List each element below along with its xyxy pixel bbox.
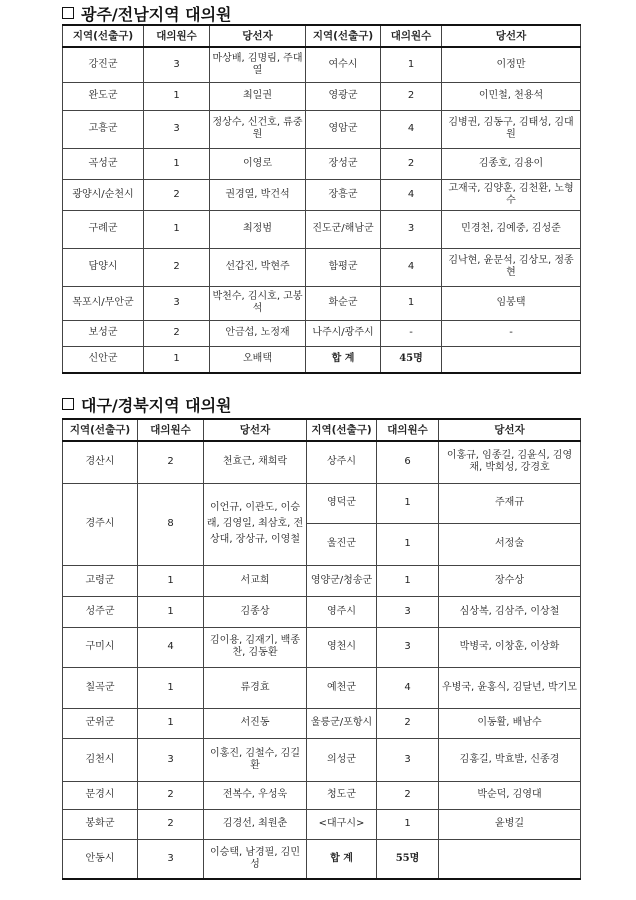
elected-cell: 이홍진, 김철수, 김길환 [204, 738, 307, 781]
table-row-total [63, 839, 581, 879]
total-label: 합 계 [306, 346, 381, 373]
count-cell: 2 [377, 708, 439, 738]
count-cell: 1 [138, 667, 204, 708]
table-row [63, 82, 581, 110]
section-title-text: 대구/경북지역 대의원 [81, 395, 232, 415]
elected-cell: 서교희 [204, 565, 307, 596]
elected-cell: 천효근, 채희락 [204, 441, 307, 483]
delegates-table-daegu [62, 418, 581, 880]
table-row [63, 627, 581, 667]
table-row [63, 809, 581, 839]
header-elected: 당선자 [439, 419, 581, 441]
count-cell: 3 [138, 839, 204, 879]
delegates-table-gwangju [62, 24, 581, 374]
elected-cell [439, 839, 581, 879]
elected-cell: 박순덕, 김영대 [439, 781, 581, 809]
table-row [63, 441, 581, 483]
elected-cell: 권경열, 박건석 [210, 179, 306, 210]
elected-cell: 김종상 [204, 596, 307, 627]
region-cell: 청도군 [307, 781, 377, 809]
table-row-total [63, 346, 581, 373]
table-row [63, 738, 581, 781]
count-cell: 4 [138, 627, 204, 667]
count-cell: 2 [138, 781, 204, 809]
elected-cell: 심상복, 김삼주, 이상철 [439, 596, 581, 627]
elected-cell: 이민철, 천용석 [442, 82, 581, 110]
region-cell: 영주시 [307, 596, 377, 627]
table-row [63, 179, 581, 210]
header-elected: 당선자 [210, 25, 306, 47]
count-cell: 1 [138, 596, 204, 627]
region-cell: 예천군 [307, 667, 377, 708]
count-cell: 2 [138, 441, 204, 483]
elected-cell: 주재규 [439, 483, 581, 523]
elected-cell: 서진동 [204, 708, 307, 738]
elected-cell: 이동활, 배남수 [439, 708, 581, 738]
region-cell: 영양군/청송군 [307, 565, 377, 596]
region-cell: 완도군 [63, 82, 144, 110]
region-cell: 울진군 [307, 523, 377, 565]
region-cell: 화순군 [306, 286, 381, 320]
count-cell: - [381, 320, 442, 346]
table-row [63, 47, 581, 82]
table-row [63, 708, 581, 738]
region-cell: 영천시 [307, 627, 377, 667]
count-cell: 3 [144, 47, 210, 82]
elected-cell: 고재국, 김양훈, 김천환, 노형수 [442, 179, 581, 210]
elected-cell: 장수상 [439, 565, 581, 596]
count-cell: 3 [138, 738, 204, 781]
region-cell: 군위군 [63, 708, 138, 738]
count-cell: 1 [377, 809, 439, 839]
checkbox-icon [62, 7, 74, 19]
table-row [63, 248, 581, 286]
region-cell: 구미시 [63, 627, 138, 667]
header-region: 지역(선출구) [307, 419, 377, 441]
header-elected: 당선자 [204, 419, 307, 441]
count-cell: 1 [144, 148, 210, 179]
count-cell: 3 [144, 286, 210, 320]
elected-cell: 김종호, 김용이 [442, 148, 581, 179]
count-cell: 4 [381, 248, 442, 286]
elected-cell: 이영로 [210, 148, 306, 179]
region-cell: 문경시 [63, 781, 138, 809]
header-elected: 당선자 [442, 25, 581, 47]
elected-cell: 박천수, 김시호, 고봉석 [210, 286, 306, 320]
count-cell: 4 [377, 667, 439, 708]
elected-cell [442, 346, 581, 373]
count-cell: 1 [144, 210, 210, 248]
count-cell: 1 [381, 47, 442, 82]
elected-cell: 김이용, 김재기, 백종찬, 김동환 [204, 627, 307, 667]
count-cell: 1 [144, 346, 210, 373]
count-cell: 1 [381, 286, 442, 320]
elected-cell: 민경천, 김예중, 김성준 [442, 210, 581, 248]
elected-cell: 박병국, 이창훈, 이상화 [439, 627, 581, 667]
header-region: 지역(선출구) [63, 419, 138, 441]
elected-cell: - [442, 320, 581, 346]
region-cell: 나주시/광주시 [306, 320, 381, 346]
table-row [63, 781, 581, 809]
elected-cell: 이정만 [442, 47, 581, 82]
count-cell: 2 [381, 82, 442, 110]
count-cell: 3 [377, 738, 439, 781]
count-cell: 2 [144, 248, 210, 286]
count-cell: 4 [381, 110, 442, 148]
region-cell: 영암군 [306, 110, 381, 148]
table-row [63, 148, 581, 179]
count-cell: 1 [377, 565, 439, 596]
header-count: 대의원수 [377, 419, 439, 441]
header-count: 대의원수 [138, 419, 204, 441]
count-cell: 4 [381, 179, 442, 210]
table-row [63, 286, 581, 320]
region-cell: 김천시 [63, 738, 138, 781]
region-cell: 칠곡군 [63, 667, 138, 708]
table-row [63, 667, 581, 708]
elected-cell: 마상배, 김명림, 주대열 [210, 47, 306, 82]
count-cell: 2 [381, 148, 442, 179]
checkbox-icon [62, 398, 74, 410]
region-cell: 담양시 [63, 248, 144, 286]
region-cell: 장흥군 [306, 179, 381, 210]
elected-cell: 임봉택 [442, 286, 581, 320]
region-cell: 여수시 [306, 47, 381, 82]
elected-cell: 류경효 [204, 667, 307, 708]
count-cell: 1 [138, 565, 204, 596]
region-cell: 영덕군 [307, 483, 377, 523]
table-row [63, 483, 581, 523]
region-cell: 보성군 [63, 320, 144, 346]
elected-cell: 이언규, 이관도, 이승래, 김영일, 최삼호, 전상대, 장상규, 이영철 [204, 483, 307, 565]
total-value: 55명 [377, 839, 439, 879]
count-cell: 2 [144, 179, 210, 210]
count-cell: 1 [377, 483, 439, 523]
region-cell: 울릉군/포항시 [307, 708, 377, 738]
count-cell: 8 [138, 483, 204, 565]
elected-cell: 서정술 [439, 523, 581, 565]
elected-cell: 정상수, 신건호, 류중원 [210, 110, 306, 148]
elected-cell: 이홍규, 임종길, 김윤식, 김영채, 박희성, 강경호 [439, 441, 581, 483]
header-count: 대의원수 [381, 25, 442, 47]
elected-cell: 윤병길 [439, 809, 581, 839]
section-title-text: 광주/전남지역 대의원 [81, 4, 232, 24]
elected-cell: 김홍길, 박효발, 신종경 [439, 738, 581, 781]
region-cell: 신안군 [63, 346, 144, 373]
region-cell: 성주군 [63, 596, 138, 627]
section-title-gwangju [62, 3, 232, 23]
table-header-row [63, 419, 581, 441]
count-cell: 2 [144, 320, 210, 346]
region-cell: <대구시> [307, 809, 377, 839]
table-row [63, 596, 581, 627]
table-row [63, 565, 581, 596]
total-value: 45명 [381, 346, 442, 373]
elected-cell: 이승택, 남경필, 김민성 [204, 839, 307, 879]
region-cell: 고령군 [63, 565, 138, 596]
count-cell: 1 [138, 708, 204, 738]
region-cell: 곡성군 [63, 148, 144, 179]
region-cell: 함평군 [306, 248, 381, 286]
header-region: 지역(선출구) [63, 25, 144, 47]
region-cell: 봉화군 [63, 809, 138, 839]
section-title-daegu [62, 394, 232, 414]
count-cell: 6 [377, 441, 439, 483]
region-cell: 구례군 [63, 210, 144, 248]
region-cell: 의성군 [307, 738, 377, 781]
region-cell: 경산시 [63, 441, 138, 483]
elected-cell: 전복수, 우성욱 [204, 781, 307, 809]
table-header-row [63, 25, 581, 47]
region-cell: 장성군 [306, 148, 381, 179]
region-cell: 상주시 [307, 441, 377, 483]
elected-cell: 최정범 [210, 210, 306, 248]
count-cell: 3 [377, 627, 439, 667]
table-row [63, 110, 581, 148]
count-cell: 3 [377, 596, 439, 627]
region-cell: 경주시 [63, 483, 138, 565]
count-cell: 1 [144, 82, 210, 110]
region-cell: 강진군 [63, 47, 144, 82]
table-row [63, 320, 581, 346]
count-cell: 3 [144, 110, 210, 148]
elected-cell: 김경선, 최원춘 [204, 809, 307, 839]
elected-cell: 김병권, 김동구, 김태성, 김대원 [442, 110, 581, 148]
elected-cell: 최일권 [210, 82, 306, 110]
region-cell: 안동시 [63, 839, 138, 879]
total-label: 합 계 [307, 839, 377, 879]
region-cell: 광양시/순천시 [63, 179, 144, 210]
region-cell: 진도군/해남군 [306, 210, 381, 248]
elected-cell: 오배택 [210, 346, 306, 373]
count-cell: 1 [377, 523, 439, 565]
elected-cell: 선갑진, 박현주 [210, 248, 306, 286]
elected-cell: 우병국, 윤홍식, 김달년, 박기모 [439, 667, 581, 708]
elected-cell: 김낙현, 윤문석, 김상모, 정종현 [442, 248, 581, 286]
count-cell: 3 [381, 210, 442, 248]
region-cell: 목포시/무안군 [63, 286, 144, 320]
count-cell: 2 [377, 781, 439, 809]
header-region: 지역(선출구) [306, 25, 381, 47]
header-count: 대의원수 [144, 25, 210, 47]
table-row [63, 210, 581, 248]
count-cell: 2 [138, 809, 204, 839]
elected-cell: 안금섭, 노정재 [210, 320, 306, 346]
region-cell: 영광군 [306, 82, 381, 110]
region-cell: 고흥군 [63, 110, 144, 148]
